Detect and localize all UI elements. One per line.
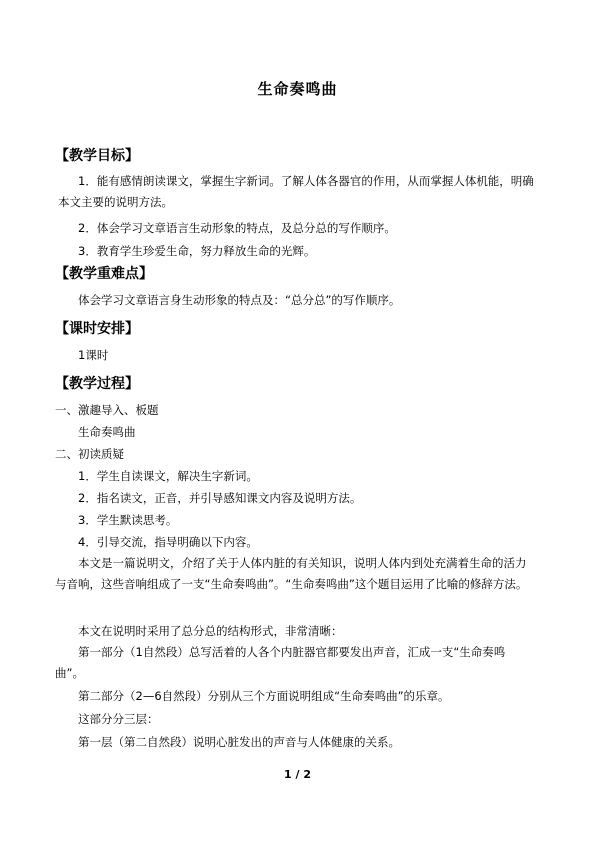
paragraph-5: 这部分分三层： xyxy=(78,712,159,726)
process-step-2-item-3: 3．学生默读思考。 xyxy=(78,513,178,527)
process-step-2-item-1: 1．学生自读课文，解决生字新词。 xyxy=(78,469,258,483)
heading-keypoints: 【教学重难点】 xyxy=(55,266,153,282)
schedule-text: 1课时 xyxy=(78,348,109,362)
process-step-2-item-4: 4．引导交流，指导明确以下内容。 xyxy=(78,535,258,549)
heading-goals: 【教学目标】 xyxy=(55,148,139,164)
heading-process: 【教学过程】 xyxy=(55,376,139,392)
page-number: 1 / 2 xyxy=(284,768,311,781)
process-step-1: 一、激趣导入、板题 xyxy=(55,403,159,417)
paragraph-4: 第二部分（2—6自然段）分别从三个方面说明组成“生命奏鸣曲”的乐章。 xyxy=(78,689,450,703)
keypoints-text: 体会学习文章语言身生动形象的特点及：“总分总”的写作顺序。 xyxy=(78,293,401,307)
process-step-2-item-2: 2．指名读文，正音，并引导感知课文内容及说明方法。 xyxy=(78,491,362,505)
goal-item-2: 2．体会学习文章语言生动形象的特点，及总分总的写作顺序。 xyxy=(78,221,396,235)
paragraph-3: 第一部分（1自然段）总写活着的人各个内脏器官都要发出声音，汇成一支“生命奏鸣曲”。 xyxy=(55,645,506,680)
process-step-2: 二、初读质疑 xyxy=(55,447,124,461)
heading-schedule: 【课时安排】 xyxy=(55,321,139,337)
paragraph-1: 本文是一篇说明文，介绍了关于人体内脏的有关知识，说明人体内到处充满着生命的活力与音响，这些音响组成了一支“生命奏鸣曲”。“生命奏鸣曲”这个题目运用了比喻的修辞方法。 xyxy=(55,556,528,591)
goal-item-1: 1．能有感情朗读课文，掌握生字新词。了解人体各器官的作用，从而掌握人体机能，明确本文主要的说明方法。 xyxy=(58,174,534,209)
page-title: 生命奏鸣曲 xyxy=(257,80,338,98)
goal-item-3: 3．教育学生珍爱生命，努力释放生命的光辉。 xyxy=(78,244,316,258)
paragraph-2: 本文在说明时采用了总分总的结构形式，非常清晰： xyxy=(78,624,343,638)
paragraph-6: 第一层（第二自然段）说明心脏发出的声音与人体健康的关系。 xyxy=(78,735,400,749)
process-step-1-sub: 生命奏鸣曲 xyxy=(78,425,136,439)
